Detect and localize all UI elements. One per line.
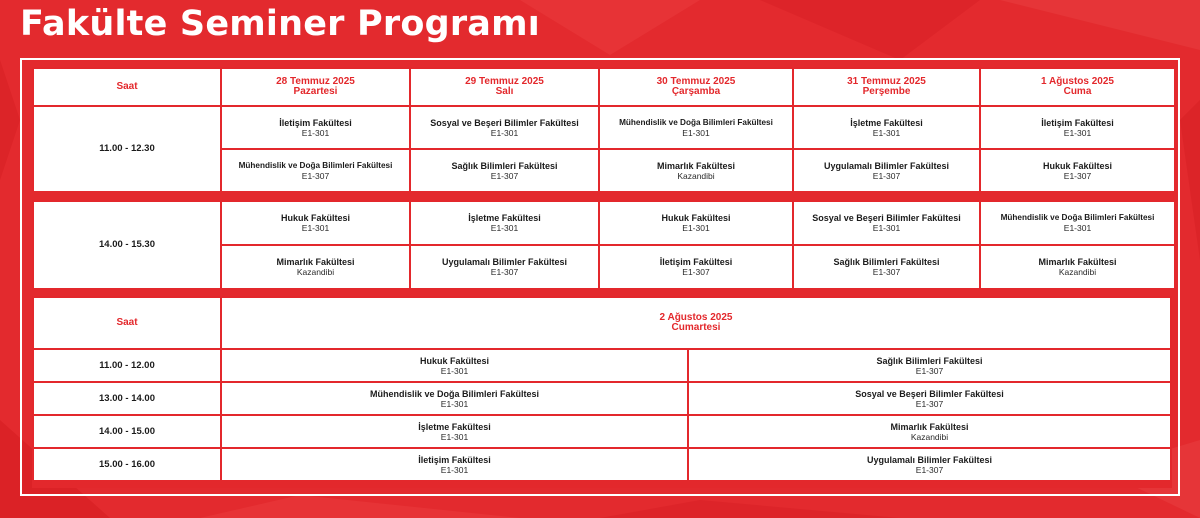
session-cell — [222, 350, 687, 381]
room: E1-301 — [682, 127, 710, 138]
room: E1-301 — [872, 223, 901, 233]
faculty-name: Mimarlık Fakültesi — [276, 257, 355, 267]
time-label: 11.00 - 12.30 — [99, 143, 155, 154]
time-slot — [34, 383, 220, 414]
week-table-morning — [32, 67, 1172, 191]
time-label: 14.00 - 15.00 — [99, 425, 155, 437]
day-name: Pazartesi — [293, 86, 338, 97]
session-cell — [600, 246, 792, 288]
time-slot — [34, 107, 220, 191]
day-name: Perşembe — [862, 86, 911, 97]
time-label: 14.00 - 15.30 — [99, 239, 155, 250]
session-cell — [981, 150, 1174, 191]
faculty-name: İşletme Fakültesi — [850, 117, 923, 128]
faculty-name: Mühendislik ve Doğa Bilimleri Fakültesi — [369, 388, 540, 399]
session-cell — [600, 202, 792, 244]
room: E1-307 — [1063, 170, 1092, 181]
session-cell — [981, 202, 1174, 244]
session-cell — [222, 150, 409, 191]
day-date: 29 Temmuz 2025 — [465, 76, 544, 87]
room: E1-301 — [301, 223, 330, 233]
session-cell — [222, 449, 687, 480]
day-header — [600, 69, 792, 105]
room: E1-301 — [872, 127, 901, 138]
faculty-name: Mühendislik ve Doğa Bilimleri Fakültesi — [619, 117, 773, 127]
session-cell — [222, 383, 687, 414]
room: E1-307 — [872, 170, 901, 181]
time-slot — [34, 202, 220, 288]
room: E1-307 — [872, 267, 901, 277]
day-date: 28 Temmuz 2025 — [276, 76, 355, 87]
room: E1-301 — [490, 223, 519, 233]
faculty-name: Sağlık Bilimleri Fakültesi — [451, 160, 558, 171]
saturday-table — [32, 296, 1172, 488]
room: E1-307 — [915, 464, 944, 475]
day-header — [222, 69, 409, 105]
faculty-name: Sosyal ve Beşeri Bilimler Fakültesi — [812, 213, 961, 223]
day-name: Cuma — [1063, 86, 1092, 97]
faculty-name: İletişim Fakültesi — [418, 454, 491, 465]
faculty-name: İletişim Fakültesi — [1041, 117, 1114, 128]
page-title: Fakülte Seminer Programı — [20, 4, 540, 44]
time-label: 15.00 - 16.00 — [99, 458, 155, 470]
day-date: 2 Ağustos 2025 — [659, 312, 733, 323]
week-table-afternoon — [32, 200, 1172, 290]
faculty-name: Hukuk Fakültesi — [1042, 160, 1113, 171]
day-date: 1 Ağustos 2025 — [1041, 76, 1114, 87]
room: E1-301 — [1063, 127, 1092, 138]
session-cell — [794, 150, 979, 191]
room: E1-301 — [440, 464, 469, 475]
faculty-name: Mimarlık Fakültesi — [1038, 257, 1117, 267]
room: Kazandibi — [910, 431, 949, 442]
room: Kazandibi — [296, 267, 335, 277]
room: E1-307 — [915, 398, 944, 409]
faculty-name: İşletme Fakültesi — [418, 421, 491, 432]
session-cell — [600, 107, 792, 148]
room: E1-301 — [440, 398, 469, 409]
session-cell — [222, 416, 687, 447]
faculty-name: İşletme Fakültesi — [468, 213, 541, 223]
room: E1-307 — [682, 267, 710, 277]
saat-header — [34, 69, 220, 105]
session-cell — [981, 107, 1174, 148]
room: E1-301 — [301, 127, 330, 138]
day-header — [411, 69, 598, 105]
time-label: 11.00 - 12.00 — [99, 359, 155, 371]
session-cell — [411, 202, 598, 244]
room: E1-301 — [1063, 223, 1092, 233]
session-cell — [689, 350, 1170, 381]
session-cell — [689, 449, 1170, 480]
day-name: Çarşamba — [671, 86, 721, 97]
room: Kazandibi — [1058, 267, 1097, 277]
session-cell — [222, 202, 409, 244]
day-header — [222, 298, 1170, 348]
faculty-name: Hukuk Fakültesi — [280, 213, 351, 223]
saat-label: Saat — [116, 317, 138, 328]
session-cell — [689, 416, 1170, 447]
day-header — [981, 69, 1174, 105]
faculty-name: Hukuk Fakültesi — [419, 355, 490, 366]
room: E1-307 — [915, 365, 944, 376]
faculty-name: Sağlık Bilimleri Fakültesi — [833, 257, 940, 267]
room: Kazandibi — [677, 170, 715, 181]
session-cell — [600, 150, 792, 191]
session-cell — [411, 246, 598, 288]
day-name: Cumartesi — [671, 322, 721, 333]
faculty-name: Hukuk Fakültesi — [661, 213, 731, 223]
session-cell — [411, 107, 598, 148]
time-slot — [34, 449, 220, 480]
session-cell — [411, 150, 598, 191]
day-date: 31 Temmuz 2025 — [847, 76, 926, 87]
faculty-name: İletişim Fakültesi — [659, 257, 733, 267]
session-cell — [689, 383, 1170, 414]
faculty-name: Mühendislik ve Doğa Bilimleri Fakültesi — [238, 160, 393, 170]
faculty-name: Uygulamalı Bilimler Fakültesi — [823, 160, 950, 171]
room: E1-301 — [682, 223, 710, 233]
faculty-name: Sosyal ve Beşeri Bilimler Fakültesi — [855, 388, 1004, 399]
room: E1-301 — [440, 431, 469, 442]
day-name: Salı — [495, 86, 514, 97]
session-cell — [794, 246, 979, 288]
session-cell — [222, 107, 409, 148]
session-cell — [794, 202, 979, 244]
room: E1-307 — [301, 170, 330, 181]
faculty-name: Mimarlık Fakültesi — [890, 421, 969, 432]
room: E1-307 — [490, 170, 519, 181]
room: E1-301 — [490, 127, 519, 138]
session-cell — [222, 246, 409, 288]
faculty-name: İletişim Fakültesi — [279, 117, 352, 128]
room: E1-301 — [440, 365, 469, 376]
day-date: 30 Temmuz 2025 — [656, 76, 736, 87]
faculty-name: Sosyal ve Beşeri Bilimler Fakültesi — [430, 117, 579, 128]
saat-label: Saat — [116, 81, 138, 92]
time-slot — [34, 416, 220, 447]
room: E1-307 — [490, 267, 519, 277]
faculty-name: Uygulamalı Bilimler Fakültesi — [866, 454, 993, 465]
session-cell — [794, 107, 979, 148]
saat-header — [34, 298, 220, 348]
session-cell — [981, 246, 1174, 288]
faculty-name: Mimarlık Fakültesi — [656, 160, 736, 171]
faculty-name: Mühendislik ve Doğa Bilimleri Fakültesi — [1000, 213, 1155, 222]
time-label: 13.00 - 14.00 — [99, 392, 155, 404]
faculty-name: Uygulamalı Bilimler Fakültesi — [441, 257, 568, 267]
faculty-name: Sağlık Bilimleri Fakültesi — [876, 355, 983, 366]
day-header — [794, 69, 979, 105]
time-slot — [34, 350, 220, 381]
